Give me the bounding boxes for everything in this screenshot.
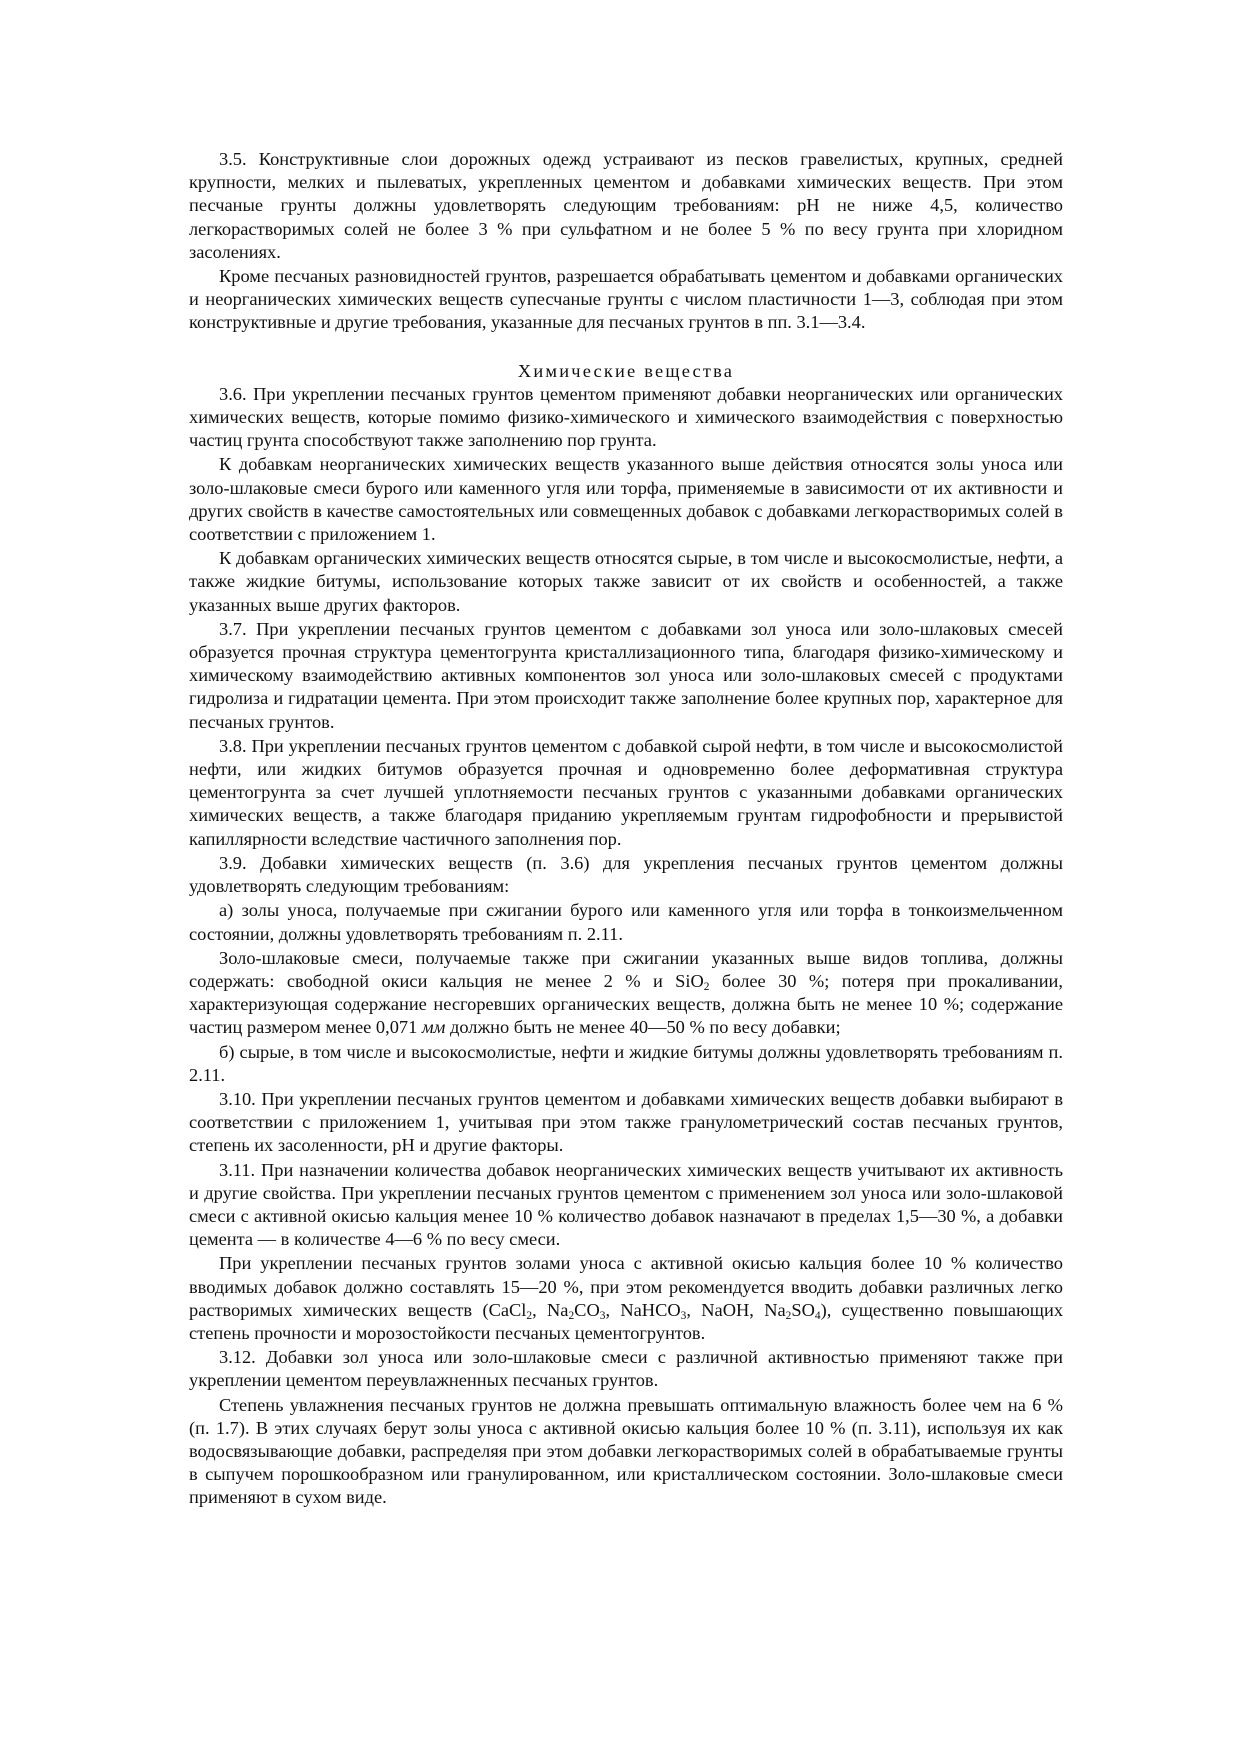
paragraph-3-8: 3.8. При укреплении песчаных грунтов цементом с добавкой сырой нефти, в том числе и высокосмолистой нефти, или жидких битумов образуется прочная и одновременно более деформативная структура цементогрунта за счет лучшей уплотняемости песчаных грунтов с указанными добавками органических химических веществ, а также благодаря приданию укрепляемым грунтам гидрофобности и прерывистой капиллярности вследствие частичного заполнения пор. [189,735,1063,849]
paragraph-3-9-b: б) сырые, в том числе и высокосмолистые, нефти и жидкие битумы должны удовлетворять требованиям п. 2.11. [189,1041,1063,1085]
paragraph-3-12-moisture: Степень увлажнения песчаных грунтов не должна превышать оптимальную влажность более чем на 6 % (п. 1.7). В этих случаях берут золы уноса с активной окисью кальция более 10 % (п. 3.11), используя их как водосвязывающие добавки, распределяя при этом добавки легкорастворимых солей в обрабатываемые грунты в сыпучем порошкообразном или гранулированном, или кристаллическом состоянии. Золо-шлаковые смеси применяют в сухом виде. [189,1394,1063,1508]
text-run: Золо-шлаковые смеси, получаемые также при сжигании указанных выше видов топлива, должны содержать: свободной окиси кальция не менее 2 % и SiO [189,947,1063,991]
paragraph-3-12: 3.12. Добавки зол уноса или золо-шлаковые смеси с различной активностью применяют также при укреплении цементом переувлажненных песчаных грунтов. [189,1347,1063,1391]
paragraph-3-6: 3.6. При укреплении песчаных грунтов цементом применяют добавки неорганических или органических химических веществ, которые помимо физико-химического и химического взаимодействия с поверхностью частиц грунта способствуют также заполнению пор грунта. [189,383,1063,451]
text-run: , NaOH, Na [686,1299,786,1320]
paragraph-3-9: 3.9. Добавки химических веществ (п. 3.6) для укрепления песчаных грунтов цементом должны удовлетворять следующим требованиям: [189,852,1063,897]
text-run: SO [791,1299,815,1320]
subscript: 2 [703,980,710,993]
paragraph-3-9-a: а) золы уноса, получаемые при сжигании бурого или каменного угля или торфа в тонкоизмельченном состоянии, должны удовлетворять требованиям п. 2.11. [189,900,1063,944]
paragraph-3-11-high-activity [189,1252,1063,1345]
text-run: , Na [532,1299,569,1320]
paragraph-3-11: 3.11. При назначении количества добавок неорганических химических веществ учитывают их активность и другие свойства. При укреплении песчаных грунтов цементом с применением зол уноса или золо-шлаковой смеси с активной окисью кальция менее 10 % количество добавок назначают в пределах 1,5—30 %, а добавки цемента — в количестве 4—6 % по весу смеси. [189,1159,1063,1250]
paragraph-3-5: 3.5. Конструктивные слои дорожных одежд устраивают из песков гравелистых, крупных, средней крупности, мелких и пылеватых, укрепленных цементом и добавками химических веществ. При этом песчаные грунты должны удовлетворять следующим требованиям: pH не ниже 4,5, количество легкорастворимых солей не более 3 % при сульфатном и не более 5 % по весу грунта при хлоридном засолениях. [189,149,1063,262]
subscript: 3 [599,1309,606,1322]
text-run: более 30 %; потеря при прокаливании, характеризующая содержание несгоревших органических веществ, должна быть не менее 10 %; содержание частиц размером менее 0,071 [189,970,1063,1038]
text-run: При укреплении песчаных грунтов золами уноса с активной окисью кальция более 10 % количество вводимых добавок должно составлять 15—20 %, при этом рекомендуется вводить добавки различных легко растворимых химических веществ (CaCl [189,1253,1063,1320]
paragraph-3-9-ash-slag [189,947,1063,1040]
text-run: CO [574,1299,600,1320]
text-run: должно быть не менее 40—50 % по весу добавки; [445,1017,841,1038]
paragraph-3-6-organic: К добавкам органических химических веществ относятся сырые, в том числе и высокосмолистые, нефти, а также жидкие битумы, использование которых также зависит от их свойств и особенностей, а также указанных выше других факторов. [189,548,1063,615]
paragraph-3-6-inorganic: К добавкам неорганических химических веществ указанного выше действия относятся золы уноса или золо-шлаковые смеси бурого или каменного угля или торфа, применяемые в зависимости от их активности и других свойств в качестве самостоятельных или совмещенных добавок с добавками легкорастворимых солей в соответствии с приложением 1. [189,454,1063,545]
paragraph-3-5-sandy-loam: Кроме песчаных разновидностей грунтов, разрешается обрабатывать цементом и добавками органических и неорганических химических веществ супесчаные грунты с числом пластичности 1—3, соблюдая при этом конструктивные и другие требования, указанные для песчаных грунтов в пп. 3.1—3.4. [189,266,1063,333]
subscript: 2 [785,1309,792,1322]
subscript: 4 [814,1309,821,1322]
subscript: 2 [526,1309,533,1322]
subscript: 2 [568,1309,575,1322]
document-page [189,148,1063,1511]
unit-mm: мм [421,1017,446,1038]
text-run: , NaHCO [605,1299,681,1320]
subscript: 3 [680,1309,687,1322]
section-heading: Химические вещества [517,360,735,381]
paragraph-3-10: 3.10. При укреплении песчаных грунтов цементом и добавками химических веществ добавки выбирают в соответствии с приложением 1, учитывая при этом также гранулометрический состав песчаных грунтов, степень их засоленности, pH и другие факторы. [189,1088,1063,1156]
paragraph-3-7: 3.7. При укреплении песчаных грунтов цементом с добавками зол уноса или золо-шлаковых смесей образуется прочная структура цементогрунта кристаллизационного типа, благодаря физико-химическому и химическому взаимодействию активных компонентов зол уноса или золо-шлаковых смесей с продуктами гидролиза и гидратации цемента. При этом происходит также заполнение более крупных пор, характерное для песчаных грунтов. [189,618,1063,732]
text-run: ), существенно повышающих степень прочности и морозостойкости песчаных цементогрунтов. [189,1299,1064,1343]
